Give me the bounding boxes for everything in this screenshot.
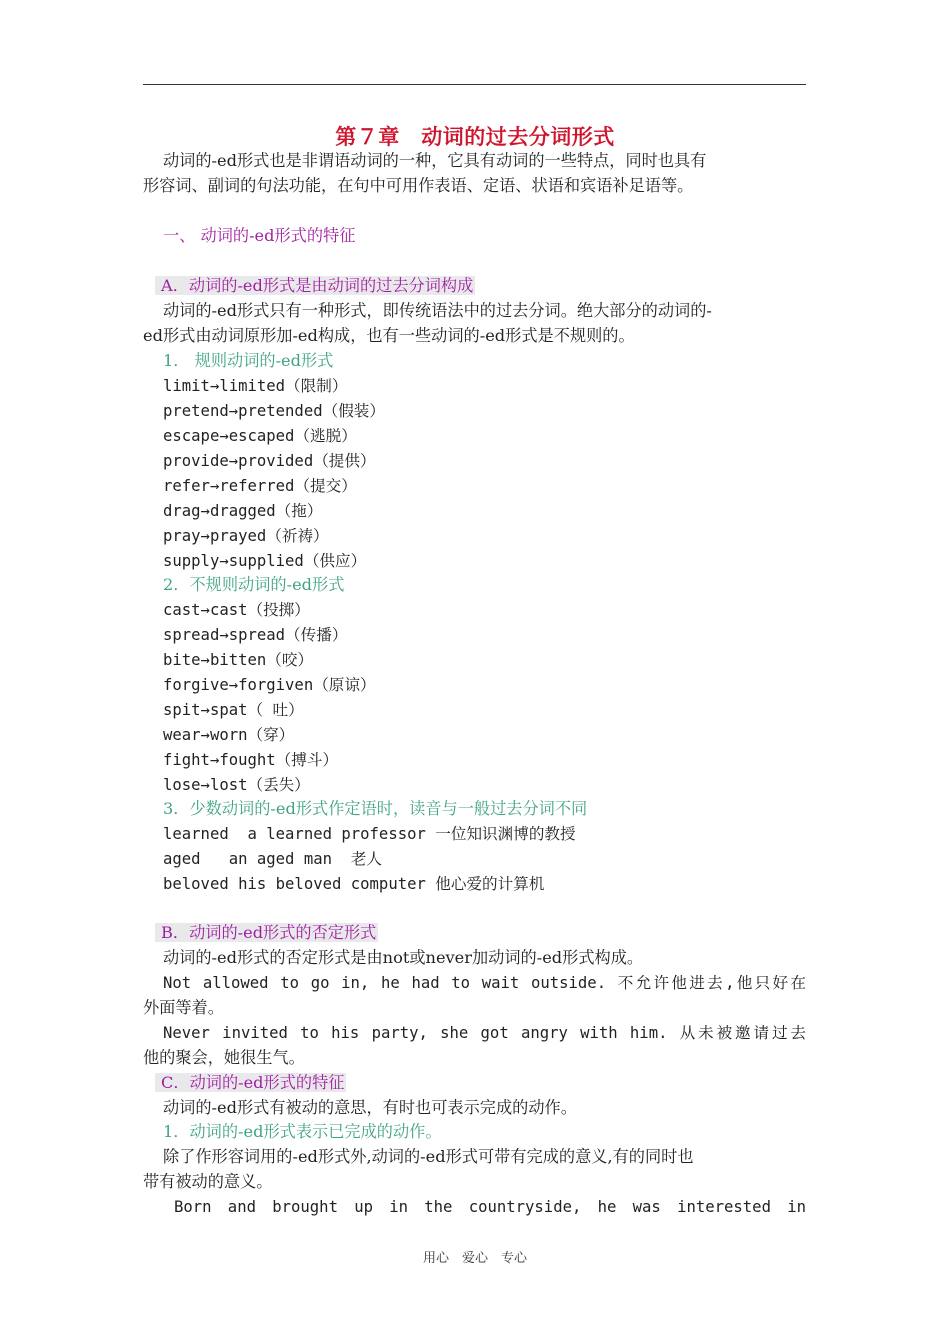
chapter-title: 第７章 动词的过去分词形式 (335, 125, 615, 149)
part-c-heading: C．动词的-ed形式的特征 (163, 1072, 346, 1094)
verb-item: supply→supplied（供应） (163, 552, 367, 570)
regular-verbs-heading: 1． 规则动词的-ed形式 (163, 351, 334, 370)
part-c-para2-line-2: 带有被动的意义。 (143, 1172, 273, 1191)
part-b-example-1b: 外面等着。 (143, 998, 224, 1017)
part-b-para: 动词的-ed形式的否定形式是由not或never加动词的-ed形式构成。 (163, 948, 644, 967)
verb-item: limit→limited（限制） (163, 377, 348, 395)
verb-item: fight→fought（搏斗） (163, 751, 339, 769)
verb-item: drag→dragged（拖） (163, 502, 323, 520)
completed-action-heading: 1．动词的-ed形式表示已完成的动作。 (163, 1122, 442, 1141)
verb-item: provide→provided（提供） (163, 452, 376, 470)
verb-item: escape→escaped（逃脱） (163, 427, 357, 445)
example-line: beloved his beloved computer 他心爱的计算机 (163, 875, 545, 893)
part-a-para-1: 动词的-ed形式只有一种形式，即传统语法中的过去分词。绝大部分的动词的- (163, 301, 712, 320)
example-line: learned a learned professor 一位知识渊博的教授 (163, 825, 576, 843)
part-b-example-2b: 他的聚会，她很生气。 (143, 1048, 305, 1067)
verb-item: spread→spread（传播） (163, 626, 348, 644)
part-b-heading: B．动词的-ed形式的否定形式 (163, 922, 378, 944)
part-b-example-2a: Never invited to his party, she got angry with him. 从未被邀请过去 (163, 1024, 806, 1042)
part-a-para-2: ed形式由动词原形加-ed构成，也有一些动词的-ed形式是不规则的。 (143, 326, 635, 345)
verb-item: spit→spat（ 吐） (163, 701, 304, 719)
attributive-heading: 3．少数动词的-ed形式作定语时，读音与一般过去分词不同 (163, 799, 588, 818)
verb-item: wear→worn（穿） (163, 726, 295, 744)
verb-item: pretend→pretended（假装） (163, 402, 385, 420)
page-footer: 用心 爱心 专心 (422, 1251, 527, 1266)
part-c-para: 动词的-ed形式有被动的意思，有时也可表示完成的动作。 (163, 1098, 577, 1117)
intro-line-2: 形容词、副词的句法功能，在句中可用作表语、定语、状语和宾语补足语等。 (143, 176, 694, 195)
part-a-heading: A．动词的-ed形式是由动词的过去分词构成 (163, 275, 475, 297)
part-b-example-1a: Not allowed to go in, he had to wait outside. 不允许他进去,他只好在 (163, 974, 806, 992)
verb-item: pray→prayed（祈祷） (163, 527, 329, 545)
verb-item: cast→cast（投掷） (163, 601, 310, 619)
example-line: aged an aged man 老人 (163, 850, 382, 868)
verb-item: lose→lost（丢失） (163, 776, 310, 794)
section-heading: 一、 动词的-ed形式的特征 (163, 226, 356, 245)
verb-item: refer→referred（提交） (163, 477, 357, 495)
intro-line-1: 动词的-ed形式也是非谓语动词的一种，它具有动词的一些特点，同时也具有 (163, 151, 707, 170)
verb-item: bite→bitten（咬） (163, 651, 314, 669)
part-c-example: Born and brought up in the countryside, he was interested in (174, 1198, 806, 1216)
header-rule (143, 84, 806, 85)
verb-item: forgive→forgiven（原谅） (163, 676, 376, 694)
irregular-verbs-heading: 2．不规则动词的-ed形式 (163, 575, 345, 594)
part-c-para2-line-1: 除了作形容词用的-ed形式外,动词的-ed形式可带有完成的意义,有的同时也 (163, 1147, 694, 1166)
